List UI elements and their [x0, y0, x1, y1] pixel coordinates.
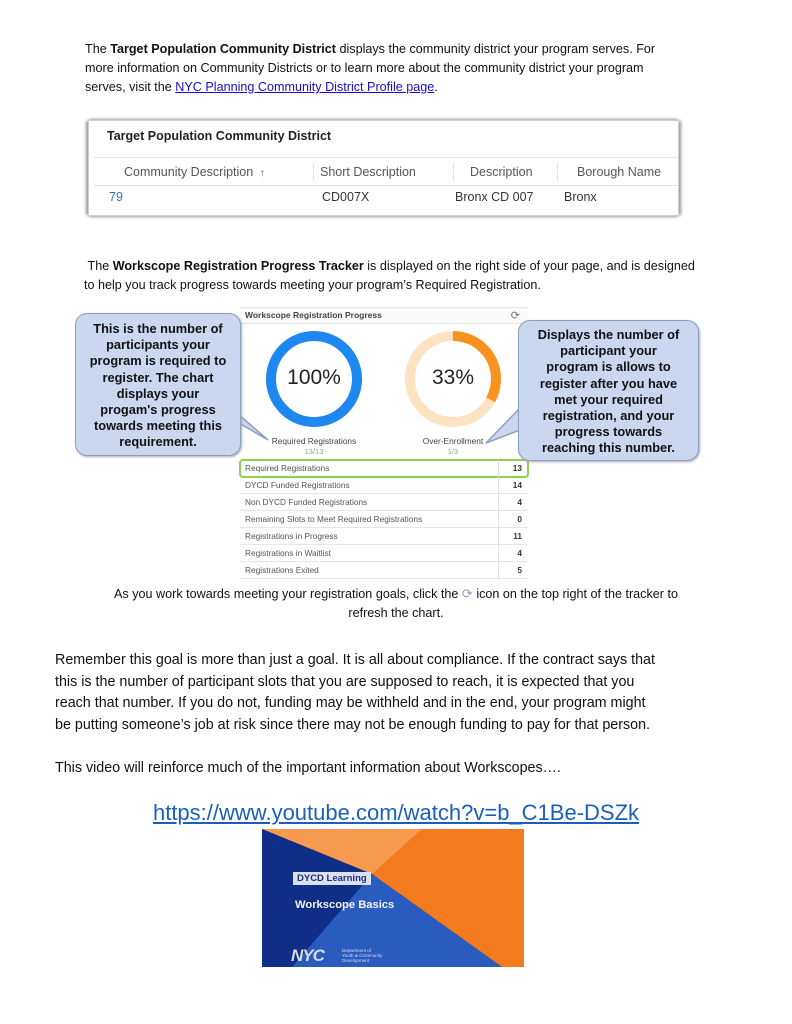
column-header-description[interactable]: Description: [470, 165, 533, 179]
tracker-intro-paragraph: [84, 257, 724, 295]
department-name: Department of Youth & Community Development: [342, 948, 383, 964]
intro-line-1: The Target Population Community District displays the community district your program serves. For: [85, 42, 656, 56]
column-divider: [313, 163, 314, 181]
thumbnail-badge: DYCD Learning: [293, 872, 371, 885]
video-intro: This video will reinforce much of the important information about Workscopes….: [55, 760, 561, 776]
borough-name-cell: Bronx: [564, 190, 597, 204]
stat-row-waitlist: Registrations in Waitlist 4: [240, 545, 528, 562]
divider: [94, 185, 678, 186]
target-population-title: Target Population Community District: [107, 129, 332, 143]
column-header-community-description[interactable]: Community Description ↑: [124, 165, 265, 179]
donut-label: Required Registrations: [271, 436, 357, 446]
tracker-intro-line-1: The Workscope Registration Progress Tracker is displayed on the right side of your page, and is designed: [87, 259, 695, 273]
column-header-short-description[interactable]: Short Description: [320, 165, 416, 179]
tracker-intro-line-2: to help you track progress towards meeting your program’s Required Registration.: [84, 278, 541, 292]
stat-row-in-progress: Registrations in Progress 11: [240, 528, 528, 545]
tracker-title: Workscope Registration Progress: [245, 310, 382, 320]
stat-row-non-dycd-funded: Non DYCD Funded Registrations 4: [240, 494, 528, 511]
video-thumbnail[interactable]: [262, 829, 524, 967]
intro-line-2: more information on Community Districts or to learn more about the community district your program: [85, 61, 644, 75]
column-divider: [453, 163, 454, 181]
stat-row-exited: Registrations Exited 5: [240, 562, 528, 579]
donut-percent: 100%: [287, 366, 341, 389]
refresh-instruction: As you work towards meeting your registration goals, click the ⟳ icon on the top right of the tracker to refresh the chart.: [114, 586, 678, 620]
refresh-icon[interactable]: ⟳: [510, 310, 520, 322]
column-divider: [557, 163, 558, 181]
donut-percent: 33%: [431, 366, 475, 389]
stat-row-dycd-funded: DYCD Funded Registrations 14: [240, 477, 528, 494]
thumbnail-title: Workscope Basics: [295, 899, 395, 911]
intro-paragraph: [85, 40, 725, 97]
youtube-video-link[interactable]: https://www.youtube.com/watch?v=b_C1Be-DSZk: [152, 800, 640, 825]
refresh-icon: ⟳: [461, 586, 473, 601]
left-callout: This is the number of participants your program is required to register. The chart displays your progam's progress towards meeting this requirement.: [75, 313, 241, 456]
intro-bold-term: Target Population Community District: [110, 42, 336, 56]
short-description-cell: CD007X: [322, 190, 370, 204]
community-district-profile-link[interactable]: NYC Planning Community District Profile page: [175, 80, 435, 94]
community-description-link[interactable]: 79: [109, 190, 123, 204]
stat-row-required-registrations: Required Registrations 13: [240, 460, 528, 477]
column-header-borough-name[interactable]: Borough Name: [577, 165, 662, 179]
description-cell: Bronx CD 007: [455, 190, 534, 204]
tracker-header: [240, 307, 528, 324]
arrow-up-icon: ↑: [259, 168, 265, 179]
compliance-paragraph: Remember this goal is more than just a goal. It is all about compliance. If the contract says that this is the number of participant slots that you are supposed to reach, it is expected that you reach that number. If you do not, funding may be withheld and in the end, your program might be putting someone’s job at risk since there may not be enough funding to pay for that person.: [55, 652, 655, 733]
intro-line-3: serves, visit the NYC Planning Community District Profile page.: [85, 80, 438, 94]
donut-sub: 1/3: [447, 447, 459, 456]
target-population-card: [88, 120, 679, 216]
tracker-intro-bold-term: Workscope Registration Progress Tracker: [112, 259, 364, 273]
donut-label: Over-Enrollment: [422, 436, 484, 446]
donut-sub: 13/13: [304, 447, 324, 456]
nyc-logo: NYC: [291, 946, 324, 965]
divider: [94, 157, 678, 158]
required-registrations-donut: [264, 329, 374, 459]
right-callout: Displays the number of participant your program is allows to register after you have met your required registration, and your progress towards reaching this number.: [518, 320, 699, 461]
stat-row-remaining-slots: Remaining Slots to Meet Required Registrations 0: [240, 511, 528, 528]
tracker-stats-table: [240, 460, 528, 579]
